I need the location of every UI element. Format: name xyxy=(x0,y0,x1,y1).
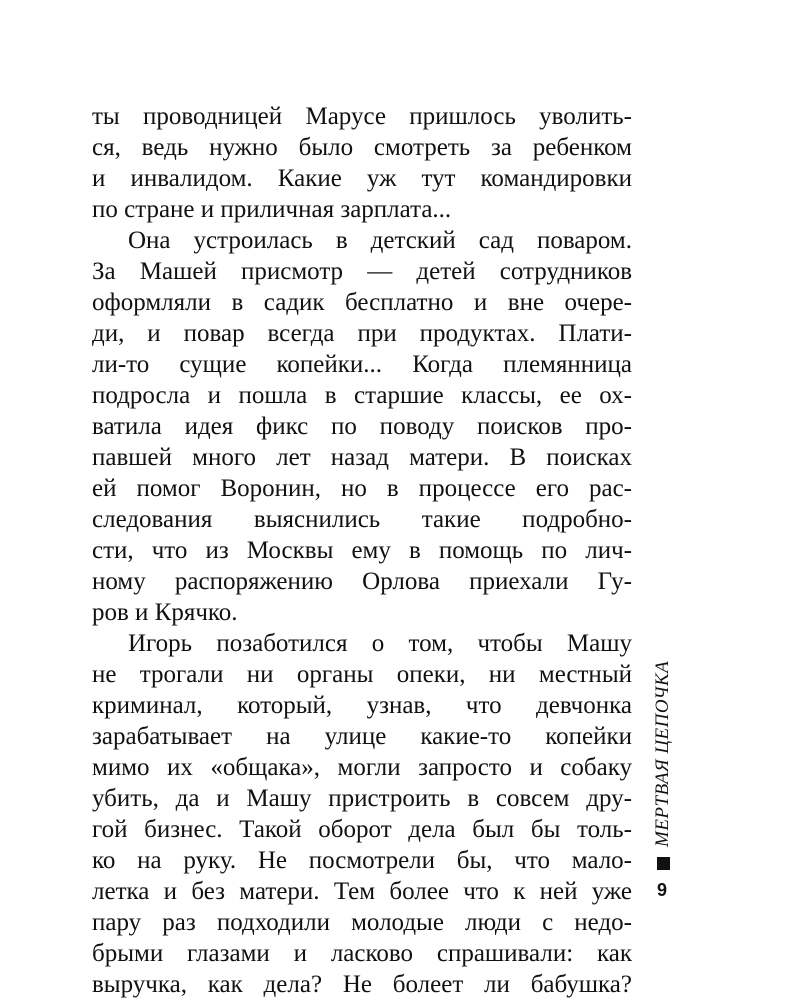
text-line: подросла и пошла в старшие классы, ее ох- xyxy=(92,382,632,409)
running-head-title: МЕРТВАЯ ЦЕПОЧКА xyxy=(652,660,673,847)
text-line: по стране и приличная зарплата... xyxy=(92,196,452,223)
text-line: ди, и повар всегда при продуктах. Плати- xyxy=(92,320,632,347)
text-line: ся, ведь нужно было смотреть за ребенком xyxy=(92,134,632,161)
text-line: ко на руку. Не посмотрели бы, что мало- xyxy=(92,847,632,874)
text-line: павшей много лет назад матери. В поисках xyxy=(92,444,632,471)
text-line: ров и Крячко. xyxy=(92,599,238,626)
text-line: ли-то сущие копейки... Когда племянница xyxy=(92,351,632,378)
text-line: летка и без матери. Тем более что к ней уже xyxy=(92,878,632,905)
text-line: Она устроилась в детский сад поваром. xyxy=(128,227,632,254)
text-line: брыми глазами и ласково спрашивали: как xyxy=(92,940,632,967)
text-line: ей помог Воронин, но в процессе его рас- xyxy=(92,475,632,502)
text-line: и инвалидом. Какие уж тут командировки xyxy=(92,165,632,192)
text-line: ватила идея фикс по поводу поисков про- xyxy=(92,413,632,440)
text-line: зарабатывает на улице какие-то копейки xyxy=(92,723,632,750)
text-line: криминал, который, узнав, что девчонка xyxy=(92,692,632,719)
page-number: 9 xyxy=(656,880,667,900)
text-line: За Машей присмотр — детей сотрудников xyxy=(92,258,632,285)
body-text xyxy=(92,101,632,1000)
text-line: пару раз подходили молодые люди с недо- xyxy=(92,909,632,936)
text-line: мимо их «общака», могли запросто и собаку xyxy=(92,754,632,781)
text-line: Игорь позаботился о том, чтобы Машу xyxy=(128,630,632,657)
text-line: оформляли в садик бесплатно и вне очере- xyxy=(92,289,632,316)
text-line: ты проводницей Марусе пришлось уволить- xyxy=(92,103,632,130)
text-line: выручка, как дела? Не болеет ли бабушка? xyxy=(92,971,632,998)
text-line: не трогали ни органы опеки, ни местный xyxy=(92,661,632,688)
text-line: сти, что из Москвы ему в помощь по лич- xyxy=(92,537,632,564)
text-line: следования выяснились такие подробно- xyxy=(92,506,632,533)
text-line: ному распоряжению Орлова приехали Гу- xyxy=(92,568,632,595)
running-head xyxy=(652,661,674,870)
square-bullet-icon xyxy=(657,857,670,870)
text-line: гой бизнес. Такой оборот дела был бы толь- xyxy=(92,816,632,843)
text-line: убить, да и Машу пристроить в совсем дру- xyxy=(92,785,632,812)
